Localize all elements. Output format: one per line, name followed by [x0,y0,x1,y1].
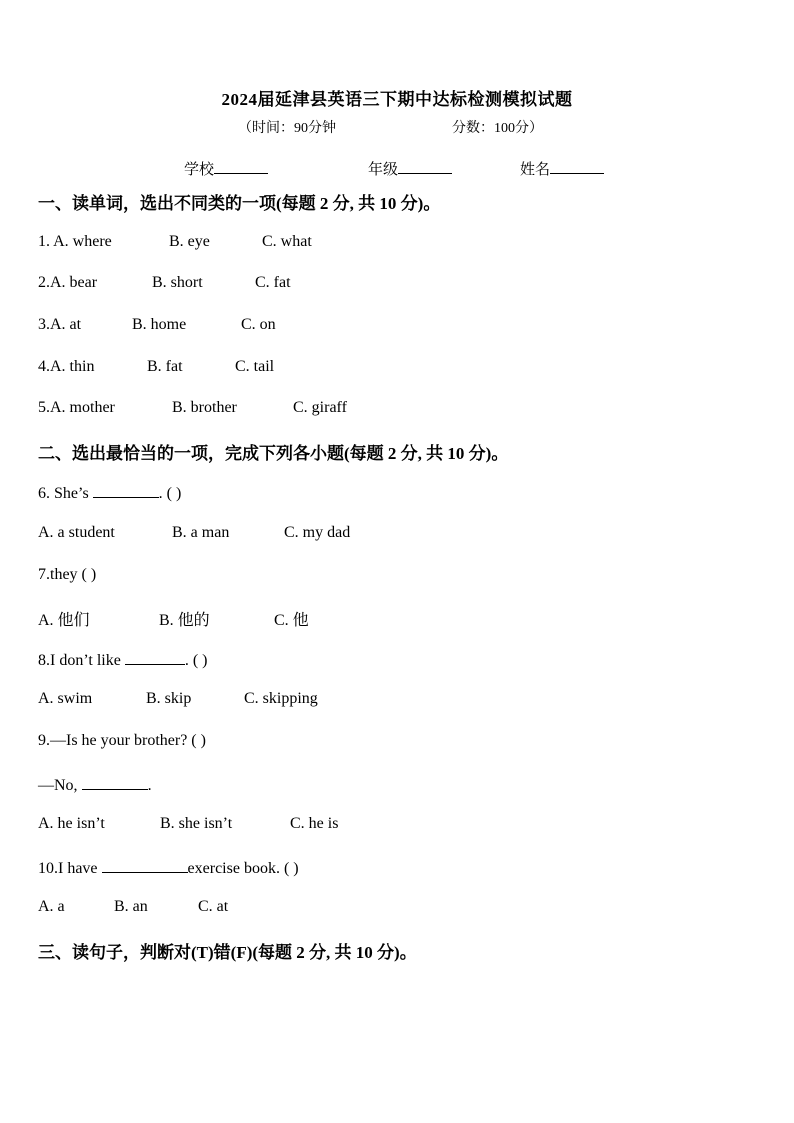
question-9-b: B. she isn’t [160,815,233,832]
section-3-heading: 三、读句子，判断对(T)错(F)(每题 2 分, 共 10 分)。 [38,943,417,962]
question-9-reply [38,774,152,795]
question-8-post: . ( ) [184,652,208,669]
question-5-b: B. brother [172,399,237,416]
question-10-c: C. at [198,898,229,915]
question-10-post: exercise book. ( ) [187,860,299,877]
name-label: 姓名 [520,162,551,178]
school-blank[interactable] [214,159,268,174]
question-10-pre: 10.I have [38,860,98,877]
grade-blank[interactable] [398,159,452,174]
question-1-a: 1. A. where [38,233,112,250]
question-3-b: B. home [132,316,187,333]
exam-score: 分数：100分） [452,121,543,136]
question-4-b: B. fat [147,358,183,375]
question-8-a: A. swim [38,690,93,707]
question-9-blank[interactable] [82,774,148,790]
question-2-b: B. short [152,274,203,291]
name-field [520,158,604,179]
question-3-a: 3.A. at [38,316,82,333]
question-9-reply-post: . [147,777,152,794]
question-4-c: C. tail [235,358,275,375]
question-2-c: C. fat [255,274,291,291]
question-8-pre: 8.I don’t like [38,652,121,669]
question-10-blank[interactable] [102,857,188,873]
question-6-pre: 6. She’s [38,485,89,502]
question-6-post: . ( ) [158,485,182,502]
section-1-heading: 一、读单词，选出不同类的一项(每题 2 分, 共 10 分)。 [38,194,441,213]
question-8-stem [38,649,207,670]
question-9-c: C. he is [290,815,339,832]
question-8-c: C. skipping [244,690,318,707]
question-4-a: 4.A. thin [38,358,95,375]
question-8-blank[interactable] [125,649,185,665]
question-7-c: C. 他 [274,612,309,629]
question-7-b: B. 他的 [159,612,210,629]
question-6-c: C. my dad [284,524,351,541]
question-7-a: A. 他们 [38,612,90,629]
grade-field [368,158,452,179]
question-3-c: C. on [241,316,276,333]
question-7-stem: 7.they ( ) [38,566,97,583]
school-label: 学校 [184,162,215,178]
grade-label: 年级 [368,162,399,178]
question-6-stem [38,482,181,503]
question-10-a: A. a [38,898,65,915]
question-9-stem: 9.—Is he your brother? ( ) [38,732,206,749]
question-9-a: A. he isn’t [38,815,105,832]
question-10-b: B. an [114,898,148,915]
question-5-c: C. giraff [293,399,347,416]
exam-time: （时间：90分钟 [238,121,336,136]
question-10-stem [38,857,299,878]
question-6-blank[interactable] [93,482,159,498]
question-8-b: B. skip [146,690,192,707]
question-9-reply-pre: —No, [38,777,78,794]
page-title: 2024届延津县英语三下期中达标检测模拟试题 [221,90,573,109]
question-5-a: 5.A. mother [38,399,115,416]
question-2-a: 2.A. bear [38,274,98,291]
question-1-c: C. what [262,233,312,250]
question-6-a: A. a student [38,524,115,541]
section-2-heading: 二、选出最恰当的一项，完成下列各小题(每题 2 分, 共 10 分)。 [38,444,509,463]
question-6-b: B. a man [172,524,230,541]
name-blank[interactable] [550,159,604,174]
school-field [184,158,268,179]
question-1-b: B. eye [169,233,210,250]
